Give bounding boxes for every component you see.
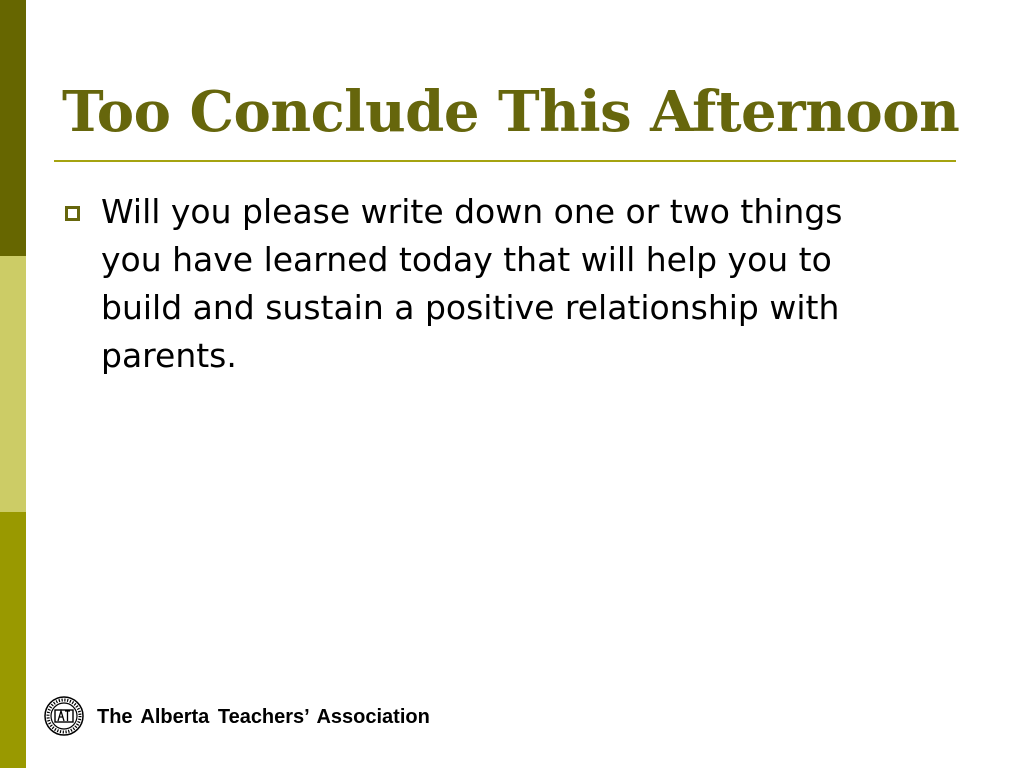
title-divider — [54, 160, 956, 162]
organization-name: The Alberta Teachers’ Association — [97, 706, 430, 728]
side-bar-segment-top — [0, 0, 26, 256]
side-bar-segment-middle — [0, 256, 26, 512]
square-bullet-icon — [65, 206, 80, 221]
slide-title: Too Conclude This Afternoon — [62, 79, 960, 145]
bullet-text: Will you please write down one or two things you have learned today that will help you to build and sustain a positive relationship with parents. — [101, 192, 843, 375]
ata-seal-icon — [44, 696, 84, 736]
side-bar-segment-bottom — [0, 512, 26, 768]
